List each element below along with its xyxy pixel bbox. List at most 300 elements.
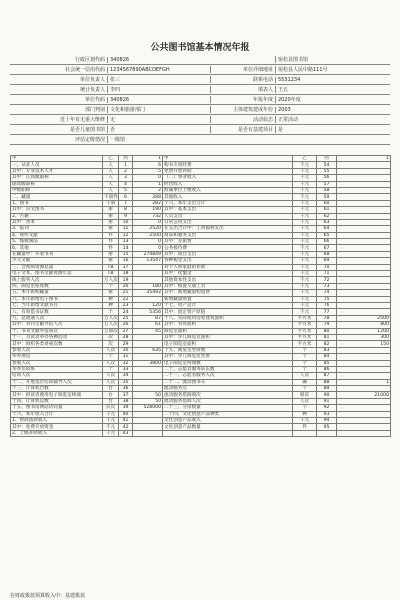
unit-right-cell: 个: [293, 347, 317, 353]
code-right-cell: 76: [317, 302, 337, 308]
code-left-cell: 12: [119, 232, 133, 238]
code-right-cell: 88: [317, 379, 337, 385]
unit-right-cell: 平方米: [293, 328, 317, 334]
code-left-cell: 32: [119, 360, 133, 366]
qty-right-cell: 21000: [337, 392, 391, 398]
unit-left-cell: 次: [103, 334, 119, 340]
header-label: 是否儿童图书馆: [69, 127, 105, 133]
code-left-cell: 24: [119, 309, 133, 315]
unit-left-cell: 千册件: [104, 194, 118, 200]
unit-left-cell: 人: [103, 181, 119, 187]
code-right-cell: 67: [317, 245, 337, 251]
item-left-cell: 十四、计算机总数: [11, 398, 103, 404]
header-value2: 宿松县图书馆: [275, 56, 390, 63]
code-right-cell: 60: [317, 200, 337, 206]
unit-right-cell: 千元: [293, 296, 317, 302]
item-right-cell: 阅览室面积: [163, 328, 293, 334]
code-left-cell: 31: [119, 354, 133, 360]
code-right-cell: 94: [317, 418, 337, 424]
unit-left-cell: 人: [103, 187, 119, 193]
unit-right-cell: 平方米: [293, 315, 317, 321]
code-left-cell: 8: [119, 207, 133, 213]
item-left-cell: 七、当年新增文献书目: [11, 302, 103, 308]
qty-right-cell: 800: [337, 322, 391, 328]
header-label: 统计负责人: [79, 87, 105, 93]
report-header: [10, 55, 390, 145]
unit-right-cell: 个: [293, 354, 317, 360]
header-row: [10, 75, 390, 85]
unit-right-cell: 乙: [293, 156, 317, 162]
item-left-cell: 六、本年新增电子图书: [11, 296, 103, 302]
unit-right-cell: 千元: [293, 175, 317, 181]
unit-right-cell: 千元: [293, 309, 317, 315]
item-right-cell: 商品和服务支出: [163, 232, 293, 238]
unit-right-cell: 千元: [293, 207, 317, 213]
item-left-cell: 其中：书刊文献外借人次: [11, 322, 103, 328]
qty-right-cell: 2500: [337, 315, 391, 321]
code-right-cell: 62: [317, 213, 337, 219]
unit-right-cell: [293, 430, 317, 436]
code-left-cell: 11: [119, 226, 133, 232]
unit-left-cell: 个: [103, 366, 119, 372]
code-left-cell: 13: [119, 239, 133, 245]
code-left-cell: 27: [119, 328, 133, 334]
qty-left-cell: 61: [133, 322, 163, 328]
header-value: 340826: [107, 57, 210, 63]
qty-left-cell: 5356: [133, 309, 163, 315]
code-right-cell: 丙: [317, 156, 337, 162]
qty-right-cell: 1200: [337, 328, 391, 334]
qty-left-cell: 1: [133, 181, 163, 187]
qty-left-cell: 6: [133, 162, 163, 168]
item-left-cell: 甲: [11, 156, 103, 162]
header-label: 部门判别: [84, 107, 105, 113]
header-row: [10, 115, 390, 125]
header-value: 一级馆: [107, 136, 210, 143]
unit-left-cell: 册: [103, 207, 119, 213]
unit-left-cell: 千册: [103, 200, 119, 206]
unit-right-cell: 千元: [293, 239, 317, 245]
code-left-cell: 29: [119, 341, 133, 347]
code-left-cell: 37: [119, 392, 133, 398]
header-value: 1234567890ABCDEFGH: [107, 67, 210, 73]
qty-left-cell: 50: [133, 392, 163, 398]
unit-right-cell: 千元: [293, 187, 317, 193]
qty-left-cell: 2500: [133, 232, 163, 238]
item-left-cell: 3、报刊: [11, 226, 103, 232]
unit-left-cell: 千元: [103, 411, 119, 417]
header-label: 单位代码: [84, 97, 105, 103]
item-right-cell: 十六、本年支出合计: [163, 200, 293, 206]
report-title: 公共图书馆基本情况年报: [150, 43, 250, 53]
qty-left-cell: 1: [133, 156, 163, 162]
item-left-cell: 二、藏量: [11, 194, 103, 200]
item-left-cell: 其中：免费开放资金: [11, 424, 103, 430]
unit-right-cell: 平方米: [293, 341, 317, 347]
code-right-cell: 73: [317, 283, 337, 289]
code-left-cell: 25: [119, 315, 133, 321]
unit-right-cell: 个: [293, 366, 317, 372]
header-value: 张三: [107, 76, 210, 83]
code-left-cell: 26: [119, 322, 133, 328]
code-left-cell: 9: [119, 213, 133, 219]
unit-right-cell: 千元: [293, 232, 317, 238]
item-right-cell: 文化创意产品收入: [163, 418, 293, 424]
header-row: [10, 125, 390, 135]
code-left-cell: 16: [119, 258, 133, 264]
unit-right-cell: 人次: [293, 398, 317, 404]
unit-right-cell: 千元: [293, 290, 317, 296]
item-right-cell: 其中：基本支出: [163, 207, 293, 213]
unit-left-cell: 册: [103, 251, 119, 257]
code-right-cell: [317, 430, 337, 436]
qty-left-cell: 288: [133, 194, 163, 200]
item-right-cell: 二十四、文化创意产品种类: [163, 411, 293, 417]
item-right-cell: [163, 430, 293, 436]
code-right-cell: 68: [317, 251, 337, 257]
unit-left-cell: 人次: [103, 379, 119, 385]
code-right-cell: 92: [317, 405, 337, 411]
item-left-cell: 少儿文献: [11, 258, 103, 264]
code-right-cell: 83: [317, 347, 337, 353]
item-left-cell: 4、视听文献: [11, 232, 103, 238]
unit-left-cell: 个: [103, 354, 119, 360]
item-right-cell: 对个人和家庭的补助: [163, 264, 293, 270]
unit-right-cell: 千元: [293, 181, 317, 187]
item-right-cell: 日常公用支出: [163, 219, 293, 225]
unit-left-cell: 千元: [103, 430, 119, 436]
item-left-cell: 八、有效借书证数: [11, 309, 103, 315]
item-left-cell: 十一、为读者举办各种活动: [11, 334, 103, 340]
header-label2: 填表人: [210, 86, 275, 93]
qty-left-cell: 0: [133, 245, 163, 251]
unit-left-cell: TB: [103, 271, 119, 277]
code-right-cell: 79: [317, 322, 337, 328]
item-right-cell: 十九、阅览室坐席数: [163, 347, 293, 353]
unit-right-cell: 千元: [293, 418, 317, 424]
code-right-cell: 85: [317, 360, 337, 366]
header-value2: 5551234: [275, 77, 390, 83]
unit-left-cell: 台: [103, 386, 119, 392]
code-left-cell: 36: [119, 386, 133, 392]
code-right-cell: 74: [317, 290, 337, 296]
item-left-cell: 6、其他: [11, 245, 103, 251]
item-left-cell: 举办展览: [11, 354, 103, 360]
unit-left-cell: 人次: [103, 347, 119, 353]
header-value2: 王五: [275, 86, 390, 93]
code-right-cell: 91: [317, 398, 337, 404]
data-table: [10, 155, 391, 437]
item-left-cell: 三、音视频资源总量: [11, 264, 103, 270]
unit-left-cell: 千元: [103, 418, 119, 424]
item-left-cell: 参观人次: [11, 360, 103, 366]
unit-right-cell: 平方米: [293, 322, 317, 328]
code-left-cell: 18: [119, 271, 133, 277]
item-left-cell: 五、本年新购藏量: [11, 290, 103, 296]
code-left-cell: 41: [119, 418, 133, 424]
unit-left-cell: 件: [103, 232, 119, 238]
unit-left-cell: 种: [103, 296, 119, 302]
unit-right-cell: 种: [293, 411, 317, 417]
code-left-cell: 4: [119, 181, 133, 187]
item-right-cell: （二）事业收入: [163, 175, 293, 181]
item-right-cell: 其中：新增藏量购置费: [163, 290, 293, 296]
unit-right-cell: 辆: [293, 379, 317, 385]
unit-right-cell: 个: [293, 360, 317, 366]
code-right-cell: 80: [317, 328, 337, 334]
item-right-cell: 新增藏量购置: [163, 296, 293, 302]
unit-right-cell: 千元: [293, 264, 317, 270]
item-right-cell: 十七、资产总计: [163, 302, 293, 308]
code-right-cell: 66: [317, 239, 337, 245]
code-right-cell: 69: [317, 258, 337, 264]
code-right-cell: 84: [317, 354, 337, 360]
code-left-cell: 22: [119, 296, 133, 302]
code-left-cell: 38: [119, 398, 133, 404]
unit-left-cell: 万册次: [104, 328, 118, 334]
item-right-cell: 免费开放补助: [163, 168, 293, 174]
code-right-cell: 61: [317, 207, 337, 213]
qty-left-cell: 87: [133, 315, 163, 321]
header-value2: 2020年度: [275, 96, 390, 103]
item-right-cell: 其中：书库面积: [163, 322, 293, 328]
qty-left-cell: 190: [133, 207, 163, 213]
code-right-cell: 54: [317, 162, 337, 168]
qty-left-cell: 274849: [133, 251, 163, 257]
code-right-cell: 63: [317, 219, 337, 225]
header-value: 无: [107, 116, 210, 123]
header-label2: 年报年度: [210, 96, 275, 103]
item-right-cell: 在支出合计中：工资福利支出: [163, 226, 293, 232]
unit-right-cell: 千元: [293, 277, 317, 283]
item-right-cell: 购书专项经费: [163, 162, 293, 168]
item-left-cell: 其中：供读者使用电子阅览室终端: [11, 392, 103, 398]
code-right-cell: 93: [317, 411, 337, 417]
code-right-cell: 56: [317, 175, 337, 181]
qty-left-cell: 120: [133, 302, 163, 308]
header-row: [10, 95, 390, 105]
item-left-cell: 其中：正高级职称: [11, 175, 103, 181]
unit-right-cell: 人次: [293, 373, 317, 379]
qty-left-cell: 635: [133, 347, 163, 353]
header-label: 评估定级情况: [74, 137, 105, 143]
unit-right-cell: 千元: [293, 302, 317, 308]
item-right-cell: 电子阅览室面积: [163, 341, 293, 347]
unit-left-cell: 千元: [103, 424, 119, 430]
header-value: 340826: [107, 97, 210, 103]
item-right-cell: 十八、实际使用房屋建筑面积: [163, 315, 293, 321]
item-left-cell: 电子文本、图书文献资源年总: [11, 271, 103, 277]
item-left-cell: 2、上级补助收入: [11, 430, 103, 436]
unit-left-cell: 人次: [103, 373, 119, 379]
qty-right-cell: 1: [337, 379, 391, 385]
unit-left-cell: 册: [103, 226, 119, 232]
code-left-cell: 7: [119, 200, 133, 206]
unit-right-cell: 千元: [293, 213, 317, 219]
unit-right-cell: 个: [293, 405, 317, 411]
unit-right-cell: 千元: [293, 245, 317, 251]
item-right-cell: 公务接待费: [163, 245, 293, 251]
unit-left-cell: 件: [103, 239, 119, 245]
item-right-cell: 其中：项目支出: [163, 251, 293, 257]
header-row: [10, 105, 390, 115]
qty-right-cell: 150: [337, 341, 391, 347]
header-label2: 单位详细地址: [210, 66, 275, 73]
header-value: 否: [107, 126, 210, 133]
qty-left-cell: 0: [133, 219, 163, 225]
code-left-cell: 19: [119, 277, 133, 283]
qty-left-cell: 45: [133, 328, 163, 334]
unit-left-cell: 个: [103, 309, 119, 315]
header-label2: 联系电话: [210, 76, 275, 83]
unit-left-cell: 万人次: [104, 277, 118, 283]
qty-left-cell: 0: [133, 175, 163, 181]
header-label: 近十年有无重大维修: [59, 117, 105, 123]
unit-left-cell: 个: [103, 283, 119, 289]
qty-left-cell: 282: [133, 200, 163, 206]
item-left-cell: 培训人次: [11, 373, 103, 379]
header-value2: 是: [275, 126, 390, 133]
code-right-cell: 82: [317, 341, 337, 347]
qty-right-cell: 300: [337, 334, 391, 340]
unit-right-cell: 平方米: [293, 334, 317, 340]
unit-left-cell: 台: [103, 392, 119, 398]
header-label: 社会统一信用代码: [64, 67, 105, 73]
header-value: 文化和旅游部门: [107, 106, 210, 113]
item-left-cell: 四、阅览室座席数: [11, 283, 103, 289]
header-value2: 正常活动: [275, 116, 390, 123]
item-left-cell: 十六、本年收入合计: [11, 411, 103, 417]
unit-left-cell: 件: [103, 245, 119, 251]
item-right-cell: 其中：抚恤金: [163, 271, 293, 277]
qty-left-cell: [133, 430, 163, 436]
item-left-cell: 十、书刊文献外借册次: [11, 328, 103, 334]
code-right-cell: 57: [317, 181, 337, 187]
unit-right-cell: 千元: [293, 219, 317, 225]
unit-left-cell: 册: [103, 290, 119, 296]
item-left-cell: 其中：组织各类讲座次数: [11, 341, 103, 347]
qty-left-cell: 2: [133, 187, 163, 193]
item-right-cell: 二十二、流动图书车: [163, 379, 293, 385]
unit-right-cell: 件: [293, 424, 317, 430]
item-right-cell: 流动服务借阅人次: [163, 398, 293, 404]
qty-left-cell: 528000: [133, 405, 163, 411]
code-left-cell: 21: [119, 290, 133, 296]
code-right-cell: 75: [317, 296, 337, 302]
header-label: 行政区划代码: [74, 57, 105, 63]
qty-left-cell: 3800: [133, 360, 163, 366]
code-right-cell: 55: [317, 168, 337, 174]
item-right-cell: 其中：购置交通工具: [163, 283, 293, 289]
item-left-cell: 中级职称: [11, 187, 103, 193]
item-right-cell: 二十一、志愿者服务人次: [163, 373, 293, 379]
code-left-cell: 丙: [119, 156, 133, 162]
header-label2: 主体建筑建成年份: [210, 106, 275, 113]
item-left-cell: 线上服务人次: [11, 277, 103, 283]
code-left-cell: 5: [119, 187, 133, 193]
code-left-cell: 33: [119, 366, 133, 372]
code-right-cell: 89: [317, 386, 337, 392]
unit-right-cell: 千元: [293, 168, 317, 174]
item-right-cell: 附属单位上缴收入: [163, 187, 293, 193]
unit-right-cell: 千元: [293, 251, 317, 257]
code-right-cell: 64: [317, 226, 337, 232]
header-value2: 宿松县人民中路111号: [275, 66, 390, 73]
code-left-cell: 42: [119, 424, 133, 430]
code-left-cell: 17: [119, 264, 133, 270]
unit-right-cell: 千元: [293, 283, 317, 289]
unit-left-cell: 人次: [103, 360, 119, 366]
code-right-cell: 65: [317, 232, 337, 238]
item-left-cell: 十三、计算机台数: [11, 386, 103, 392]
item-right-cell: 文化创意产品数量: [163, 424, 293, 430]
item-left-cell: 其中：专业技术人才: [11, 168, 103, 174]
header-row: [10, 85, 390, 95]
qty-left-cell: 35492: [133, 290, 163, 296]
item-right-cell: 各种税金支出: [163, 258, 293, 264]
unit-left-cell: 人: [103, 168, 119, 174]
unit-left-cell: 人: [103, 162, 119, 168]
header-label2: 是否有基建项目: [210, 126, 275, 133]
unit-right-cell: 千元: [293, 258, 317, 264]
code-right-cell: 58: [317, 187, 337, 193]
unit-left-cell: 乙: [103, 156, 119, 162]
qty-right-cell: 1: [337, 156, 391, 162]
item-left-cell: 2、古籍: [11, 213, 103, 219]
code-left-cell: 43: [119, 430, 133, 436]
item-right-cell: 其中：少儿阅览室面积: [163, 334, 293, 340]
code-right-cell: 59: [317, 194, 337, 200]
item-left-cell: 参加人次: [11, 347, 103, 353]
code-left-cell: 28: [119, 334, 133, 340]
item-right-cell: 其中：少儿阅览室坐席: [163, 354, 293, 360]
item-right-cell: 二十、志愿者服务队伍数: [163, 366, 293, 372]
item-left-cell: 举办培训班: [11, 366, 103, 372]
unit-right-cell: 千元: [293, 194, 317, 200]
unit-right-cell: 个: [293, 386, 317, 392]
item-left-cell: 5、缩微制品: [11, 239, 103, 245]
code-left-cell: 23: [119, 302, 133, 308]
qty-left-cell: 180: [133, 283, 163, 289]
code-right-cell: 87: [317, 373, 337, 379]
code-left-cell: 34: [119, 373, 133, 379]
unit-right-cell: 千元: [293, 200, 317, 206]
qty-right-cell: [337, 430, 391, 436]
code-right-cell: 78: [317, 315, 337, 321]
code-right-cell: 95: [317, 424, 337, 430]
unit-right-cell: 千元: [293, 271, 317, 277]
unit-right-cell: 千元: [293, 162, 317, 168]
unit-left-cell: TB: [103, 264, 119, 270]
code-right-cell: 90: [317, 392, 337, 398]
code-left-cell: 6: [119, 194, 133, 200]
code-right-cell: 70: [317, 264, 337, 270]
item-right-cell: 其中：固定资产原值: [163, 309, 293, 315]
item-left-cell: 十二、开展基层培训辅导人次: [11, 379, 103, 385]
unit-left-cell: 台: [103, 398, 119, 404]
header-label: 单位负责人: [79, 77, 105, 83]
header-row: [10, 65, 390, 75]
qty-left-cell: 13547: [133, 258, 163, 264]
header-label2: 活动状态: [210, 116, 275, 123]
item-right-cell: 人员支出: [163, 213, 293, 219]
unit-left-cell: 人: [103, 175, 119, 181]
item-left-cell: 1、图书: [11, 200, 103, 206]
code-right-cell: 77: [317, 309, 337, 315]
code-left-cell: 30: [119, 347, 133, 353]
unit-left-cell: 册: [103, 213, 119, 219]
item-right-cell: 其他资本性支出: [163, 277, 293, 283]
